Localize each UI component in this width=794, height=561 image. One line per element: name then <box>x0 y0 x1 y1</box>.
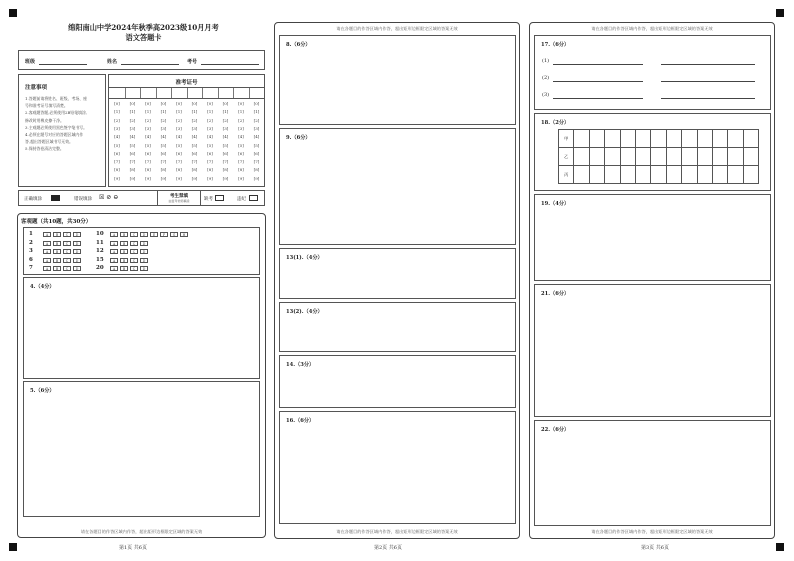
choice-number-10: 10 <box>96 231 104 237</box>
admission-bubble[interactable]: [8] <box>129 167 136 173</box>
admission-bubble[interactable]: [9] <box>207 175 213 181</box>
choice-bubble-6-D[interactable]: D <box>73 258 81 263</box>
choice-number-2: 2 <box>29 239 33 246</box>
q18-grid-cell[interactable] <box>635 166 650 184</box>
choice-bubble-3-A[interactable]: A <box>43 249 51 254</box>
admission-bubble[interactable]: [8] <box>222 167 229 173</box>
admission-bubble[interactable]: [8] <box>145 167 151 173</box>
admission-bubble[interactable]: [8] <box>191 167 198 173</box>
admission-bubble[interactable]: [3] <box>160 125 167 131</box>
exam-no-field[interactable] <box>201 64 259 65</box>
admission-bubble[interactable]: [4] <box>207 134 213 140</box>
choice-bubble-6-B[interactable]: B <box>53 258 61 263</box>
choice-number-3: 3 <box>29 248 33 255</box>
admission-bubble[interactable]: [4] <box>145 134 151 140</box>
q18-grid-cell[interactable] <box>682 148 697 166</box>
admission-bubble[interactable]: [7] <box>191 159 198 165</box>
correct-fill-sample <box>51 195 60 201</box>
admission-bubble[interactable]: [6] <box>191 150 198 156</box>
admission-bubble[interactable]: [0] <box>238 101 244 106</box>
admission-bubble[interactable]: [2] <box>160 117 167 123</box>
q18-grid-row <box>559 130 759 148</box>
admission-write-cell[interactable] <box>233 88 249 98</box>
choice-bubble-1-D[interactable]: D <box>73 232 81 237</box>
admission-bubble[interactable]: [0] <box>176 101 182 106</box>
admission-bubble[interactable]: [5] <box>160 142 167 148</box>
choice-bubble-10-C[interactable]: C <box>130 232 138 237</box>
wrong-fill-label: 错误填涂 <box>74 197 92 202</box>
page-number-2: 第2页 共6页 <box>374 545 402 551</box>
q18-grid-cell[interactable] <box>651 130 666 148</box>
choice-bubble-6-A[interactable]: A <box>43 258 51 263</box>
admission-bubble[interactable]: [6] <box>222 150 229 156</box>
q18-grid-cell[interactable] <box>697 130 712 148</box>
q18-grid-cell[interactable] <box>574 166 589 184</box>
admission-bubble[interactable]: [4] <box>238 134 244 140</box>
admission-bubble[interactable]: [5] <box>191 142 198 148</box>
q18-grid-cell[interactable] <box>605 130 620 148</box>
choice-bubble-3-D[interactable]: D <box>73 249 81 254</box>
admission-bubble[interactable]: [2] <box>238 117 244 123</box>
notice-line: 3.主观题必须使用黑色签字笔书写。 <box>25 124 88 130</box>
admission-bubble[interactable]: [6] <box>253 150 260 156</box>
admission-write-row[interactable] <box>109 87 264 99</box>
choice-bubble-12-A[interactable]: A <box>110 249 118 254</box>
absent-subtitle: 由监考老师填涂 <box>168 199 190 203</box>
q18-grid-cell[interactable] <box>605 166 620 184</box>
admission-bubble[interactable]: [2] <box>129 117 136 123</box>
q17-line-1b[interactable] <box>661 64 755 65</box>
admission-write-cell[interactable] <box>156 88 172 98</box>
absent-checkbox[interactable] <box>215 195 224 201</box>
choice-number-1: 1 <box>29 231 33 237</box>
q18-grid-cell[interactable] <box>743 148 758 166</box>
registration-mark-top-right <box>776 9 784 17</box>
admission-bubble[interactable]: [6] <box>238 150 244 156</box>
q18-row-label: 甲 <box>559 130 574 148</box>
q18-grid-cell[interactable] <box>666 148 681 166</box>
admission-bubble[interactable]: [1] <box>222 109 229 115</box>
choice-bubble-10-H[interactable]: H <box>180 232 188 237</box>
answer-box-q4[interactable] <box>23 277 260 379</box>
choice-bubble-1-A[interactable]: A <box>43 232 51 237</box>
choice-bubble-11-A[interactable]: A <box>110 241 118 246</box>
q17-line-3a[interactable] <box>553 98 643 99</box>
choice-bubble-1-B[interactable]: B <box>53 232 61 237</box>
admission-bubble[interactable]: [3] <box>238 125 244 131</box>
admission-bubble[interactable]: [5] <box>145 142 151 148</box>
choice-bubble-12-C[interactable]: C <box>130 249 138 254</box>
q18-row-label: 丙 <box>559 166 574 184</box>
column-3-panel <box>529 22 775 539</box>
admission-bubble[interactable]: [0] <box>114 101 120 106</box>
q18-grid-cell[interactable] <box>697 166 712 184</box>
admission-bubble[interactable]: [9] <box>114 175 120 181</box>
admission-bubble[interactable]: [3] <box>129 125 136 131</box>
admission-write-cell[interactable] <box>109 88 125 98</box>
admission-bubble[interactable]: [1] <box>238 109 244 115</box>
admission-bubble[interactable]: [7] <box>114 159 120 165</box>
q18-grid-cell[interactable] <box>743 130 758 148</box>
q18-grid-row <box>559 166 759 184</box>
page-number-1: 第1页 共6页 <box>119 545 147 551</box>
choice-number-20: 20 <box>96 265 104 272</box>
question-label-q4: 4.（4分） <box>30 284 55 290</box>
q18-grid-cell[interactable] <box>651 166 666 184</box>
admission-bubble[interactable]: [3] <box>176 125 182 131</box>
admission-bubble[interactable]: [5] <box>207 142 213 148</box>
admission-write-cell[interactable] <box>187 88 203 98</box>
q18-grid-cell[interactable] <box>697 148 712 166</box>
admission-bubble[interactable]: [2] <box>207 117 213 123</box>
header-warning-col2: 请在各题目的作答区域内作答，超出矩形边框限定区域的答案无效 <box>336 26 458 31</box>
choice-number-7: 7 <box>29 265 33 272</box>
q18-grid-cell[interactable] <box>574 148 589 166</box>
admission-bubble[interactable]: [4] <box>160 134 167 140</box>
choice-bubble-11-B[interactable]: B <box>120 241 128 246</box>
name-label: 姓名 <box>107 59 118 65</box>
admission-bubble[interactable]: [1] <box>207 109 213 115</box>
admission-bubble[interactable]: [6] <box>129 150 136 156</box>
admission-bubble[interactable]: [9] <box>145 175 151 181</box>
q18-grid-cell[interactable] <box>589 130 604 148</box>
admission-write-cell[interactable] <box>125 88 141 98</box>
choice-bubble-1-C[interactable]: C <box>63 232 71 237</box>
notice-line: 答,超出答题区域书写无效。 <box>25 139 73 145</box>
admission-bubble[interactable]: [6] <box>145 150 151 156</box>
admission-bubble[interactable]: [8] <box>176 167 182 173</box>
q18-grid-cell[interactable] <box>666 130 681 148</box>
choice-bubble-12-B[interactable]: B <box>120 249 128 254</box>
class-field[interactable] <box>39 64 87 65</box>
admission-bubble[interactable]: [0] <box>160 101 167 106</box>
admission-bubble[interactable]: [0] <box>145 101 151 106</box>
choice-bubble-10-E[interactable]: E <box>150 232 158 237</box>
admission-write-cell[interactable] <box>249 88 265 98</box>
choice-bubble-3-B[interactable]: B <box>53 249 61 254</box>
admission-write-cell[interactable] <box>202 88 218 98</box>
footer-warning-col1: 请在各题目的作答区域内作答，超出矩形边框限定区域的答案无效 <box>80 529 203 534</box>
footer-warning-col3: 请在各题目的作答区域内作答，超出矩形边框限定区域的答案无效 <box>591 529 713 534</box>
q18-grid-cell[interactable] <box>620 148 635 166</box>
choice-bubble-7-D[interactable]: D <box>73 266 81 271</box>
name-field[interactable] <box>121 64 179 65</box>
column-2-panel <box>274 22 520 539</box>
q18-grid-cell[interactable] <box>682 130 697 148</box>
admission-bubble[interactable]: [0] <box>222 101 229 106</box>
admission-bubble[interactable]: [0] <box>207 101 213 106</box>
correct-fill-label: 正确填涂 <box>24 197 42 202</box>
q18-grid-cell[interactable] <box>682 166 697 184</box>
admission-write-cell[interactable] <box>140 88 156 98</box>
q18-grid-cell[interactable] <box>620 166 635 184</box>
admission-bubble[interactable]: [1] <box>114 109 120 115</box>
choice-bubble-11-C[interactable]: C <box>130 241 138 246</box>
admission-bubble[interactable]: [6] <box>176 150 182 156</box>
admission-bubble[interactable]: [3] <box>145 125 151 131</box>
answer-box-q13-1[interactable] <box>279 248 516 299</box>
choice-number-11: 11 <box>96 239 104 246</box>
admission-bubble[interactable]: [8] <box>253 167 260 173</box>
choice-bubble-10-F[interactable]: F <box>160 232 168 237</box>
registration-mark-top-left <box>9 9 17 17</box>
admission-bubble[interactable]: [2] <box>145 117 151 123</box>
q18-grid-cell[interactable] <box>712 166 727 184</box>
choice-bubble-20-A[interactable]: A <box>110 266 118 271</box>
admission-bubble[interactable]: [0] <box>129 101 136 106</box>
class-label: 班级 <box>25 59 36 65</box>
choice-bubble-12-D[interactable]: D <box>140 249 148 254</box>
admission-bubble[interactable]: [5] <box>176 142 182 148</box>
q18-grid-cell[interactable] <box>620 130 635 148</box>
admission-bubble[interactable]: [0] <box>191 101 198 106</box>
question-label-q22: 22.（6分） <box>541 427 570 433</box>
q18-grid-cell[interactable] <box>651 148 666 166</box>
absent-label: 缺考 <box>204 197 213 202</box>
admission-bubble[interactable]: [7] <box>145 159 151 165</box>
q18-grid-cell[interactable] <box>712 130 727 148</box>
choice-number-12: 12 <box>96 248 104 255</box>
wrong-fill-samples: ☒ ⊘ ⊖ <box>99 194 119 201</box>
admission-bubble[interactable]: [4] <box>176 134 182 140</box>
answer-box-q14[interactable] <box>279 355 516 408</box>
fill-legend-box <box>18 190 265 206</box>
q17-line-2b[interactable] <box>661 81 755 82</box>
choice-bubble-3-C[interactable]: C <box>63 249 71 254</box>
q18-grid-cell[interactable] <box>728 166 743 184</box>
q17-item-1-label: (1) <box>542 58 550 64</box>
registration-mark-bottom-left <box>9 543 17 551</box>
q18-grid-cell[interactable] <box>635 130 650 148</box>
notice-box <box>18 74 106 187</box>
admission-bubble[interactable]: [9] <box>238 175 244 181</box>
choice-bubble-2-C[interactable]: C <box>63 241 71 246</box>
admission-bubble[interactable]: [1] <box>129 109 136 115</box>
notice-line: 1.答题前请将姓名、班级、考场、座 <box>25 96 88 101</box>
admission-bubble[interactable]: [5] <box>129 142 136 148</box>
notice-line: 5.保持答卷清洁完整。 <box>25 146 64 152</box>
admission-bubble-grid[interactable] <box>109 101 264 186</box>
admission-bubble[interactable]: [7] <box>176 159 182 165</box>
question-label-q5: 5.（6分） <box>30 388 55 394</box>
admission-bubble[interactable]: [3] <box>207 125 213 131</box>
choice-bubble-2-D[interactable]: D <box>73 241 81 246</box>
admission-bubble[interactable]: [1] <box>160 109 167 115</box>
choice-bubble-10-G[interactable]: G <box>170 232 178 237</box>
q18-grid-cell[interactable] <box>666 166 681 184</box>
admission-bubble[interactable]: [4] <box>222 134 229 140</box>
admission-bubble[interactable]: [3] <box>222 125 229 131</box>
objective-panel <box>17 213 266 538</box>
choice-number-15: 15 <box>96 256 104 263</box>
admission-write-cell[interactable] <box>171 88 187 98</box>
sheet-subtitle: 语文答题卡 <box>125 33 162 42</box>
choice-bubble-2-B[interactable]: B <box>53 241 61 246</box>
q18-writing-grid[interactable] <box>558 129 759 184</box>
admission-bubble[interactable]: [9] <box>253 175 260 181</box>
admission-bubble[interactable]: [6] <box>207 150 213 156</box>
notice-lines <box>25 95 105 153</box>
answer-box-q21[interactable] <box>534 284 771 417</box>
choice-number-6: 6 <box>29 256 33 263</box>
choice-bubble-15-D[interactable]: D <box>140 258 148 263</box>
admission-bubble[interactable]: [4] <box>253 134 260 140</box>
answer-box-q19[interactable] <box>534 194 771 281</box>
answer-box-q8[interactable] <box>279 35 516 125</box>
admission-bubble[interactable]: [2] <box>191 117 198 123</box>
admission-bubble[interactable]: [8] <box>160 167 167 173</box>
sheet-title: 绵阳南山中学2024年秋季高2023级10月月考 <box>68 23 219 32</box>
admission-bubble[interactable]: [7] <box>253 159 260 165</box>
admission-bubble[interactable]: [1] <box>191 109 198 115</box>
question-label-q8: 8.（6分） <box>286 42 311 48</box>
q18-grid-cell[interactable] <box>635 148 650 166</box>
q18-grid-cell[interactable] <box>574 130 589 148</box>
admission-bubble[interactable]: [9] <box>129 175 136 181</box>
q17-item-3-label: (3) <box>542 92 550 98</box>
admission-bubble[interactable]: [6] <box>114 150 120 156</box>
choice-bubble-15-C[interactable]: C <box>130 258 138 263</box>
admission-bubble[interactable]: [8] <box>207 167 213 173</box>
admission-bubble[interactable]: [7] <box>160 159 167 165</box>
question-label-q14: 14.（3分） <box>286 362 315 368</box>
q17-line-2a[interactable] <box>553 81 643 82</box>
exam-no-label: 考号 <box>187 59 198 65</box>
choice-bubble-7-A[interactable]: A <box>43 266 51 271</box>
q18-grid-cell[interactable] <box>589 166 604 184</box>
page-number-3: 第3页 共6页 <box>641 545 669 551</box>
question-label-q17: 17.（6分） <box>541 42 570 48</box>
admission-bubble[interactable]: [8] <box>114 167 120 173</box>
admission-bubble[interactable]: [1] <box>145 109 151 115</box>
absent-box <box>157 191 201 205</box>
question-label-q13-2: 13(2).（4分） <box>286 309 323 315</box>
admission-bubble[interactable]: [5] <box>238 142 244 148</box>
question-label-q18: 18.（2分） <box>541 120 570 126</box>
admission-bubble[interactable]: [4] <box>191 134 198 140</box>
question-label-q9: 9.（6分） <box>286 135 311 141</box>
admission-write-cell[interactable] <box>218 88 234 98</box>
admission-bubble[interactable]: [3] <box>253 125 260 131</box>
choice-bubble-15-B[interactable]: B <box>120 258 128 263</box>
admission-bubble[interactable]: [3] <box>191 125 198 131</box>
answer-box-q17[interactable] <box>534 35 771 110</box>
admission-bubble[interactable]: [4] <box>114 134 120 140</box>
q18-grid-cell[interactable] <box>712 148 727 166</box>
admission-bubble[interactable]: [3] <box>114 125 120 131</box>
q18-grid-cell[interactable] <box>743 166 758 184</box>
registration-mark-bottom-right <box>776 543 784 551</box>
admission-bubble[interactable]: [0] <box>253 101 260 106</box>
answer-box-q22[interactable] <box>534 420 771 526</box>
admission-bubble[interactable]: [2] <box>222 117 229 123</box>
choice-bubble-10-A[interactable]: A <box>110 232 118 237</box>
objective-answer-box <box>23 227 260 275</box>
answer-box-q9[interactable] <box>279 128 516 245</box>
notice-line: 号和准考证号填写清楚。 <box>25 103 68 109</box>
admission-bubble[interactable]: [7] <box>207 159 213 165</box>
admission-number-box <box>108 74 265 187</box>
admission-bubble[interactable]: [1] <box>176 109 182 115</box>
q18-row-label: 乙 <box>559 148 574 166</box>
answer-box-q18[interactable] <box>534 113 771 191</box>
q18-grid-cell[interactable] <box>728 148 743 166</box>
admission-bubble[interactable]: [2] <box>253 117 260 123</box>
choice-bubble-10-D[interactable]: D <box>140 232 148 237</box>
choice-bubble-20-C[interactable]: C <box>130 266 138 271</box>
admission-bubble[interactable]: [1] <box>253 109 260 115</box>
admission-bubble[interactable]: [5] <box>222 142 229 148</box>
admission-bubble[interactable]: [2] <box>114 117 120 123</box>
choice-bubble-20-B[interactable]: B <box>120 266 128 271</box>
question-label-q19: 19.（4分） <box>541 201 570 207</box>
footer-warning-col2: 请在各题目的作答区域内作答，超出矩形边框限定区域的答案无效 <box>336 529 458 534</box>
admission-bubble[interactable]: [7] <box>129 159 136 165</box>
notice-line: 2.客观题答题,必须使用2B铅笔填涂, <box>25 110 88 116</box>
objective-title: 客观题（共10题，共30分） <box>21 219 92 225</box>
choice-bubble-7-B[interactable]: B <box>53 266 61 271</box>
q18-grid-row <box>559 148 759 166</box>
admission-bubble[interactable]: [7] <box>222 159 229 165</box>
choice-bubble-11-D[interactable]: D <box>140 241 148 246</box>
q17-line-1a[interactable] <box>553 64 643 65</box>
violation-label: 违纪 <box>237 197 246 202</box>
choice-bubble-20-D[interactable]: D <box>140 266 148 271</box>
admission-bubble[interactable]: [2] <box>176 117 182 123</box>
q18-grid-cell[interactable] <box>589 148 604 166</box>
question-label-q21: 21.（6分） <box>541 291 570 297</box>
admission-bubble[interactable]: [7] <box>238 159 244 165</box>
absent-title: 考生禁填 <box>170 194 188 199</box>
admission-bubble[interactable]: [5] <box>114 142 120 148</box>
admission-title: 准考证号 <box>175 80 198 86</box>
answer-box-q16[interactable] <box>279 411 516 524</box>
q17-item-2-label: (2) <box>542 75 550 81</box>
choice-bubble-7-C[interactable]: C <box>63 266 71 271</box>
choice-bubble-15-A[interactable]: A <box>110 258 118 263</box>
question-label-q13-1: 13(1).（4分） <box>286 255 323 261</box>
answer-box-q13-2[interactable] <box>279 302 516 352</box>
question-label-q16: 16.（6分） <box>286 418 315 424</box>
choice-bubble-2-A[interactable]: A <box>43 241 51 246</box>
notice-line: 4.必须在题号对应的答题区域内作 <box>25 132 84 138</box>
admission-bubble[interactable]: [6] <box>160 150 167 156</box>
q18-grid-cell[interactable] <box>605 148 620 166</box>
admission-bubble[interactable]: [9] <box>160 175 167 181</box>
choice-bubble-6-C[interactable]: C <box>63 258 71 263</box>
notice-title: 注意事项 <box>25 85 48 91</box>
admission-bubble[interactable]: [5] <box>253 142 260 148</box>
student-info-box <box>18 50 265 70</box>
admission-bubble[interactable]: [9] <box>191 175 198 181</box>
header-warning-col3: 请在各题目的作答区域内作答，超出矩形边框限定区域的答案无效 <box>591 26 713 31</box>
q18-grid-cell[interactable] <box>728 130 743 148</box>
q17-line-3b[interactable] <box>661 98 755 99</box>
admission-bubble[interactable]: [4] <box>129 134 136 140</box>
admission-bubble[interactable]: [9] <box>176 175 182 181</box>
admission-bubble[interactable]: [9] <box>222 175 229 181</box>
notice-line: 修改时用橡皮擦干净。 <box>25 117 64 123</box>
choice-bubble-10-B[interactable]: B <box>120 232 128 237</box>
admission-bubble[interactable]: [8] <box>238 167 244 173</box>
answer-box-q5[interactable] <box>23 381 260 517</box>
violation-checkbox[interactable] <box>249 195 258 201</box>
